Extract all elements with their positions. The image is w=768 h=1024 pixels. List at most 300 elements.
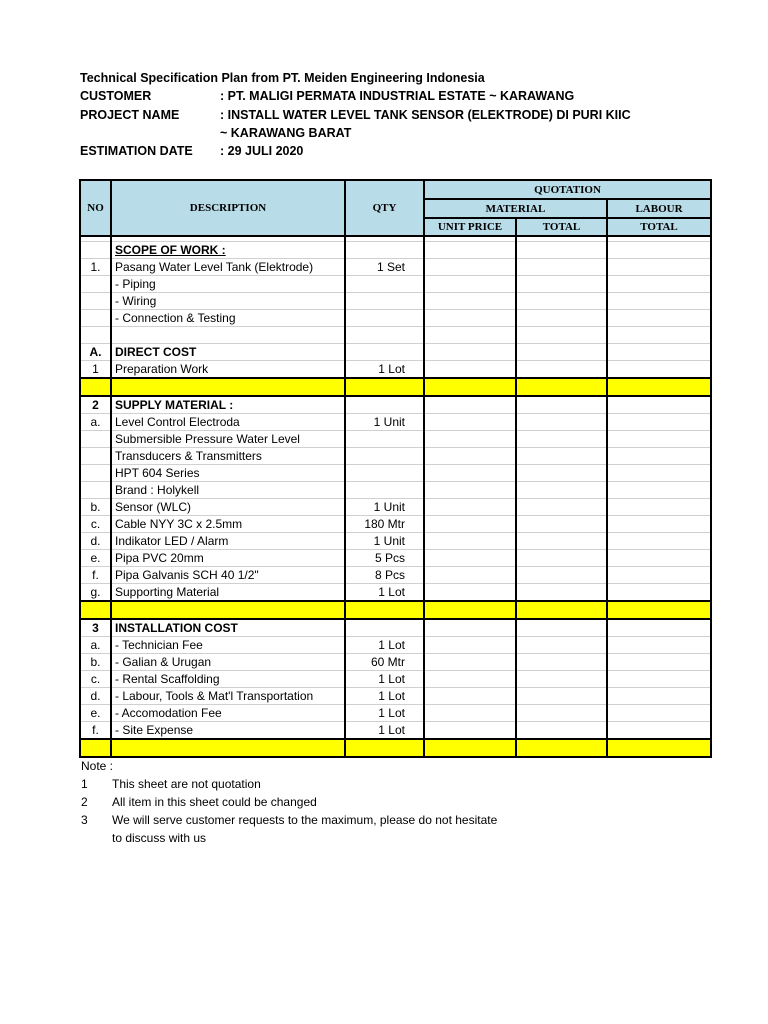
row-unit-price	[424, 259, 516, 276]
project-value-continued: ~ KARAWANG BARAT	[220, 126, 352, 140]
row-labour-total	[607, 567, 711, 584]
col-description-header: DESCRIPTION	[111, 180, 345, 236]
row-material-total	[516, 601, 607, 619]
row-unit-price	[424, 293, 516, 310]
note-text: This sheet are not quotation	[112, 777, 261, 791]
row-labour-total	[607, 654, 711, 671]
row-material-total	[516, 637, 607, 654]
row-description	[111, 637, 345, 654]
row-no	[80, 448, 111, 465]
row-qty	[345, 516, 424, 533]
row-description	[111, 705, 345, 722]
row-material-total	[516, 533, 607, 550]
row-description	[111, 327, 345, 344]
row-no	[80, 431, 111, 448]
row-material-total	[516, 431, 607, 448]
row-description	[111, 584, 345, 602]
row-qty	[345, 619, 424, 637]
row-qty	[345, 688, 424, 705]
row-no	[80, 619, 111, 637]
row-no-text: c.	[90, 517, 101, 531]
row-no-text: f.	[92, 723, 99, 737]
row-description	[111, 293, 345, 310]
table-row	[80, 344, 711, 361]
row-no	[80, 396, 111, 414]
row-description-text: - Galian & Urugan	[115, 655, 212, 669]
row-labour-total	[607, 584, 711, 602]
row-labour-total	[607, 310, 711, 327]
row-unit-price	[424, 482, 516, 499]
row-labour-total	[607, 276, 711, 293]
row-labour-total	[607, 361, 711, 379]
row-description-text: Brand : Holykell	[115, 483, 200, 497]
row-material-total	[516, 327, 607, 344]
row-description	[111, 414, 345, 431]
row-description-text: - Accomodation Fee	[115, 706, 222, 720]
row-qty-text: 1 Unit	[373, 415, 405, 429]
row-qty	[345, 705, 424, 722]
row-labour-total	[607, 344, 711, 361]
row-description-text: Transducers & Transmitters	[115, 449, 262, 463]
note-item	[81, 775, 497, 793]
row-unit-price	[424, 705, 516, 722]
table-row	[80, 276, 711, 293]
row-description	[111, 310, 345, 327]
row-qty	[345, 637, 424, 654]
notes-title: Note :	[81, 759, 114, 773]
row-no	[80, 688, 111, 705]
row-description-text: DIRECT COST	[115, 345, 197, 359]
col-unit-price-header: UNIT PRICE	[424, 218, 516, 236]
row-no	[80, 414, 111, 431]
row-no	[80, 361, 111, 379]
row-no	[80, 242, 111, 259]
row-description-text: Pipa Galvanis SCH 40 1/2"	[115, 568, 259, 582]
table-row	[80, 516, 711, 533]
row-description	[111, 516, 345, 533]
row-no	[80, 722, 111, 740]
table-row	[80, 619, 711, 637]
row-labour-total	[607, 327, 711, 344]
row-description	[111, 533, 345, 550]
row-unit-price	[424, 601, 516, 619]
row-description	[111, 344, 345, 361]
row-material-total	[516, 516, 607, 533]
table-row	[80, 293, 711, 310]
customer-label: CUSTOMER	[80, 89, 152, 103]
row-no	[80, 567, 111, 584]
row-no-text: d.	[90, 534, 101, 548]
row-qty	[345, 259, 424, 276]
row-description-text: Submersible Pressure Water Level	[115, 432, 300, 446]
col-labour-total-header: TOTAL	[607, 218, 711, 236]
row-labour-total	[607, 619, 711, 637]
col-no-header: NO	[80, 180, 111, 236]
col-material-total-header: TOTAL	[516, 218, 607, 236]
row-description-text: - Labour, Tools & Mat'l Transportation	[115, 689, 314, 703]
row-description-text: Cable NYY 3C x 2.5mm	[115, 517, 243, 531]
row-description-text: Supporting Material	[115, 585, 220, 599]
row-unit-price	[424, 361, 516, 379]
row-no	[80, 276, 111, 293]
row-material-total	[516, 344, 607, 361]
row-qty	[345, 550, 424, 567]
table-row	[80, 378, 711, 396]
table-row	[80, 567, 711, 584]
project-line	[80, 106, 631, 124]
row-unit-price	[424, 654, 516, 671]
date-label: ESTIMATION DATE	[80, 144, 193, 158]
row-no	[80, 739, 111, 757]
row-labour-total	[607, 482, 711, 499]
row-description-text: - Technician Fee	[115, 638, 203, 652]
row-no	[80, 259, 111, 276]
row-no	[80, 378, 111, 396]
row-no	[80, 671, 111, 688]
row-no-text: e.	[90, 551, 101, 565]
row-qty	[345, 465, 424, 482]
row-qty	[345, 654, 424, 671]
col-qty-header: QTY	[345, 180, 424, 236]
row-qty	[345, 327, 424, 344]
row-description	[111, 431, 345, 448]
row-description	[111, 361, 345, 379]
row-description	[111, 276, 345, 293]
row-no	[80, 533, 111, 550]
row-material-total	[516, 293, 607, 310]
row-description	[111, 671, 345, 688]
col-quotation-header: QUOTATION	[424, 180, 711, 199]
table-row	[80, 361, 711, 379]
row-labour-total	[607, 378, 711, 396]
row-labour-total	[607, 448, 711, 465]
row-material-total	[516, 465, 607, 482]
row-qty	[345, 276, 424, 293]
row-unit-price	[424, 533, 516, 550]
row-description	[111, 482, 345, 499]
row-no-text: b.	[90, 500, 101, 514]
table-row	[80, 722, 711, 740]
table-body	[80, 236, 711, 757]
row-material-total	[516, 567, 607, 584]
row-qty	[345, 293, 424, 310]
row-qty	[345, 448, 424, 465]
note-number	[81, 829, 112, 847]
row-qty	[345, 739, 424, 757]
row-qty	[345, 722, 424, 740]
row-no	[80, 344, 111, 361]
row-unit-price	[424, 671, 516, 688]
row-qty	[345, 499, 424, 516]
row-qty-text: 180 Mtr	[364, 517, 405, 531]
row-no-text: b.	[90, 655, 101, 669]
row-unit-price	[424, 584, 516, 602]
row-description-text: Pasang Water Level Tank (Elektrode)	[115, 260, 314, 274]
row-material-total	[516, 361, 607, 379]
row-material-total	[516, 671, 607, 688]
row-material-total	[516, 654, 607, 671]
note-number: 3	[81, 813, 88, 827]
row-no	[80, 516, 111, 533]
row-material-total	[516, 242, 607, 259]
row-no	[80, 584, 111, 602]
row-labour-total	[607, 637, 711, 654]
note-item	[81, 829, 497, 847]
row-qty-text: 5 Pcs	[374, 551, 405, 565]
row-no-text: 1	[92, 362, 99, 376]
note-item	[81, 793, 497, 811]
row-unit-price	[424, 276, 516, 293]
row-unit-price	[424, 739, 516, 757]
row-unit-price	[424, 396, 516, 414]
row-description-text: Sensor (WLC)	[115, 500, 192, 514]
row-no-text: e.	[90, 706, 101, 720]
row-material-total	[516, 584, 607, 602]
table-row	[80, 431, 711, 448]
row-qty	[345, 414, 424, 431]
row-no	[80, 601, 111, 619]
date-line	[80, 142, 303, 160]
notes-section	[81, 757, 497, 847]
row-labour-total	[607, 739, 711, 757]
row-description	[111, 396, 345, 414]
table-row	[80, 448, 711, 465]
row-qty-text: 1 Lot	[378, 638, 405, 652]
note-number: 2	[81, 795, 88, 809]
row-material-total	[516, 310, 607, 327]
row-labour-total	[607, 516, 711, 533]
table-row	[80, 637, 711, 654]
row-no-text: d.	[90, 689, 101, 703]
table-row	[80, 465, 711, 482]
row-qty	[345, 482, 424, 499]
col-material-header: MATERIAL	[424, 199, 607, 218]
row-unit-price	[424, 242, 516, 259]
row-no-text: a.	[90, 638, 101, 652]
row-no	[80, 654, 111, 671]
notes-list	[81, 775, 497, 847]
row-material-total	[516, 619, 607, 637]
table-row	[80, 705, 711, 722]
row-unit-price	[424, 448, 516, 465]
row-unit-price	[424, 465, 516, 482]
col-labour-header: LABOUR	[607, 199, 711, 218]
row-material-total	[516, 705, 607, 722]
row-qty	[345, 378, 424, 396]
row-qty	[345, 671, 424, 688]
row-description-text: - Connection & Testing	[115, 311, 236, 325]
row-no-text: f.	[92, 568, 99, 582]
row-description	[111, 378, 345, 396]
row-labour-total	[607, 465, 711, 482]
note-text: to discuss with us	[112, 831, 207, 845]
row-description	[111, 688, 345, 705]
row-qty-text: 1 Lot	[378, 706, 405, 720]
row-description	[111, 601, 345, 619]
row-no-text: c.	[90, 672, 101, 686]
table-row	[80, 242, 711, 259]
row-unit-price	[424, 619, 516, 637]
row-material-total	[516, 259, 607, 276]
row-qty	[345, 310, 424, 327]
row-labour-total	[607, 601, 711, 619]
row-unit-price	[424, 310, 516, 327]
row-qty-text: 1 Lot	[378, 689, 405, 703]
row-qty	[345, 396, 424, 414]
row-labour-total	[607, 396, 711, 414]
row-no-text: A.	[89, 345, 102, 359]
row-qty-text: 1 Lot	[378, 585, 405, 599]
table-row	[80, 584, 711, 602]
row-description	[111, 722, 345, 740]
row-material-total	[516, 688, 607, 705]
row-description	[111, 619, 345, 637]
row-no-text: g.	[90, 585, 101, 599]
row-material-total	[516, 276, 607, 293]
row-unit-price	[424, 688, 516, 705]
row-description	[111, 259, 345, 276]
row-no	[80, 293, 111, 310]
row-qty-text: 1 Unit	[373, 500, 405, 514]
row-unit-price	[424, 637, 516, 654]
estimation-table	[79, 179, 712, 758]
table-row	[80, 259, 711, 276]
row-unit-price	[424, 499, 516, 516]
row-labour-total	[607, 499, 711, 516]
table-row	[80, 671, 711, 688]
row-description	[111, 550, 345, 567]
row-no	[80, 482, 111, 499]
date-value: : 29 JULI 2020	[220, 144, 304, 158]
row-material-total	[516, 482, 607, 499]
table-header	[80, 180, 711, 236]
row-labour-total	[607, 688, 711, 705]
row-description-text: Indikator LED / Alarm	[115, 534, 229, 548]
table-row	[80, 396, 711, 414]
row-labour-total	[607, 705, 711, 722]
row-material-total	[516, 739, 607, 757]
row-unit-price	[424, 431, 516, 448]
row-description	[111, 567, 345, 584]
customer-value: : PT. MALIGI PERMATA INDUSTRIAL ESTATE ~ KARAWANG	[220, 89, 575, 103]
row-labour-total	[607, 242, 711, 259]
row-no	[80, 550, 111, 567]
row-unit-price	[424, 378, 516, 396]
row-description-text: - Rental Scaffolding	[115, 672, 220, 686]
row-qty-text: 60 Mtr	[370, 655, 405, 669]
row-labour-total	[607, 431, 711, 448]
row-material-total	[516, 448, 607, 465]
row-qty-text: 1 Unit	[373, 534, 405, 548]
table-row	[80, 414, 711, 431]
table-row	[80, 482, 711, 499]
row-unit-price	[424, 722, 516, 740]
row-qty-text: 1 Lot	[378, 672, 405, 686]
row-labour-total	[607, 671, 711, 688]
row-no	[80, 310, 111, 327]
row-material-total	[516, 550, 607, 567]
row-no-text: 2	[92, 398, 99, 412]
row-description	[111, 448, 345, 465]
row-no	[80, 637, 111, 654]
row-no	[80, 465, 111, 482]
table-row	[80, 310, 711, 327]
table-row	[80, 499, 711, 516]
row-qty-text: 8 Pcs	[374, 568, 405, 582]
row-description	[111, 242, 345, 259]
project-line-2	[80, 124, 351, 142]
note-item	[81, 811, 497, 829]
table-row	[80, 688, 711, 705]
table-row	[80, 550, 711, 567]
row-unit-price	[424, 516, 516, 533]
row-description-text: Preparation Work	[115, 362, 209, 376]
row-qty	[345, 601, 424, 619]
row-qty	[345, 567, 424, 584]
row-material-total	[516, 722, 607, 740]
row-labour-total	[607, 293, 711, 310]
note-text: We will serve customer requests to the maximum, please do not hesitate	[112, 813, 498, 827]
row-description-text: - Piping	[115, 277, 156, 291]
row-no	[80, 327, 111, 344]
row-unit-price	[424, 327, 516, 344]
row-labour-total	[607, 414, 711, 431]
project-value: : INSTALL WATER LEVEL TANK SENSOR (ELEKTRODE) DI PURI KIIC	[220, 108, 631, 122]
row-unit-price	[424, 414, 516, 431]
table-row	[80, 601, 711, 619]
document-title: Technical Specification Plan from PT. Meiden Engineering Indonesia	[80, 71, 485, 85]
row-description-text: Level Control Electroda	[115, 415, 240, 429]
row-qty	[345, 344, 424, 361]
row-unit-price	[424, 567, 516, 584]
row-qty	[345, 584, 424, 602]
row-qty-text: 1 Set	[376, 260, 405, 274]
row-no	[80, 705, 111, 722]
row-description-text: SUPPLY MATERIAL :	[115, 398, 234, 412]
row-qty	[345, 361, 424, 379]
row-description	[111, 654, 345, 671]
row-qty-text: 1 Lot	[378, 723, 405, 737]
row-qty	[345, 431, 424, 448]
row-description-text: - Wiring	[115, 294, 157, 308]
row-labour-total	[607, 550, 711, 567]
table-row	[80, 739, 711, 757]
row-description-text: INSTALLATION COST	[115, 621, 238, 635]
row-labour-total	[607, 259, 711, 276]
row-unit-price	[424, 344, 516, 361]
row-no	[80, 499, 111, 516]
row-no-text: 3	[92, 621, 99, 635]
row-material-total	[516, 378, 607, 396]
note-text: All item in this sheet could be changed	[112, 795, 317, 809]
row-labour-total	[607, 722, 711, 740]
row-no-text: 1.	[90, 260, 101, 274]
row-qty-text: 1 Lot	[378, 362, 405, 376]
table-row	[80, 654, 711, 671]
row-material-total	[516, 499, 607, 516]
row-description-text: SCOPE OF WORK :	[115, 243, 226, 257]
row-labour-total	[607, 533, 711, 550]
row-description-text: HPT 604 Series	[115, 466, 200, 480]
row-description-text: - Site Expense	[115, 723, 194, 737]
row-material-total	[516, 396, 607, 414]
project-label: PROJECT NAME	[80, 108, 180, 122]
row-qty	[345, 533, 424, 550]
row-qty	[345, 242, 424, 259]
customer-line	[80, 87, 574, 105]
note-number: 1	[81, 777, 88, 791]
row-description	[111, 465, 345, 482]
